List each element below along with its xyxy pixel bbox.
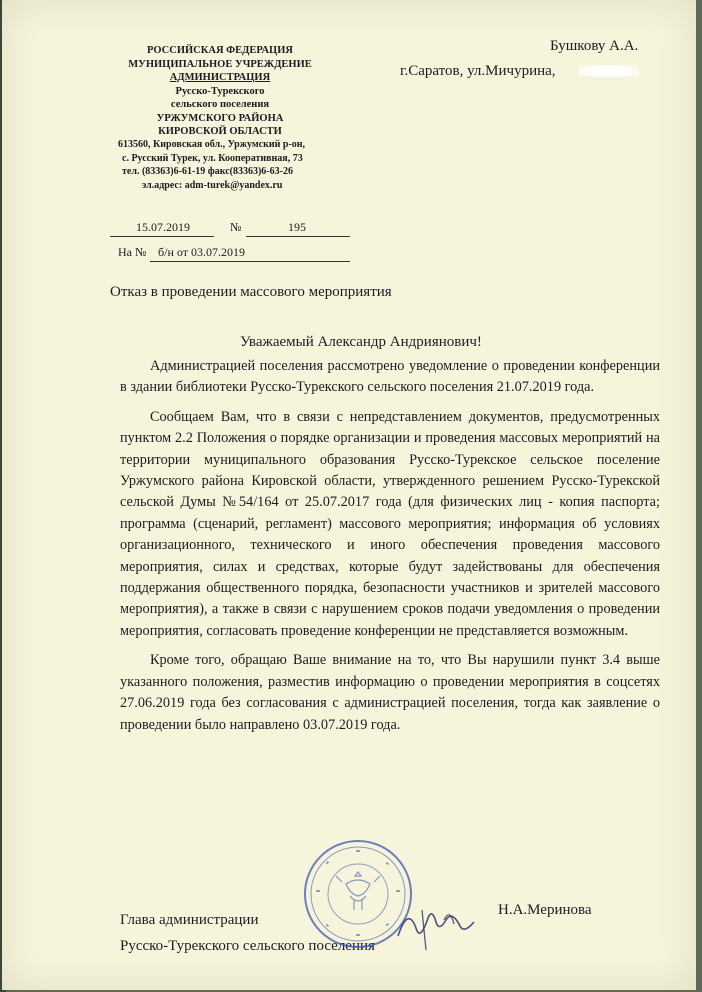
number-underline (246, 236, 350, 237)
paragraph-3: Кроме того, обращаю Ваше внимание на то, что Вы нарушили пункт 3.4 выше указанного положения, разместив информацию о проведении мероприятия в соцсетях 27.06.2019 года без согласования с администрацией поселения, тогда как заявление о проведении было направлено 03.07.2019 года. (120, 652, 660, 733)
redacted-area (579, 65, 639, 77)
letterhead-address-2: с. Русский Турек, ул. Кооперативная, 73 (122, 152, 303, 164)
letterhead-country: РОССИЙСКАЯ ФЕДЕРАЦИЯ (147, 45, 293, 56)
letterhead-settlement: Русско-Турекского (175, 85, 265, 97)
letterhead-org: АДМИНИСТРАЦИЯ (169, 72, 271, 83)
paragraph-1: Администрацией поселения рассмотрено уведомление о проведении конференции в здании библиотеки Русско-Турекского сельского поселения 21.07.2019 года. (120, 358, 660, 396)
recipient-name: Бушкову А.А. (550, 38, 639, 54)
outgoing-date: 15.07.2019 (136, 220, 190, 234)
letterhead-region: КИРОВСКОЙ ОБЛАСТИ (158, 126, 282, 137)
number-label: № (230, 220, 242, 234)
ref-label: На № (118, 245, 147, 259)
subject: Отказ в проведении массового мероприятия (110, 284, 392, 300)
outgoing-number: 195 (288, 220, 306, 234)
recipient-address: г.Саратов, ул.Мичурина, (400, 63, 556, 79)
letterhead-email: эл.адрес: adm-turek@yandex.ru (142, 179, 283, 191)
document-page (2, 0, 696, 990)
ref-underline (150, 261, 350, 262)
handwritten-signature-icon (392, 890, 482, 960)
letterhead-district: УРЖУМСКОГО РАЙОНА (156, 112, 284, 124)
paragraph-2: Сообщаем Вам, что в связи с непредставлением документов, предусмотренных пунктом 2.2 Положения о порядке организации и проведения массовых мероприятий на территории муниципального образования Русско-Турекское сельское поселение Уржумского района Кировской области, утвержденного решением Русско-Турекской сельской Думы №54/164 от 25.07.2017 года (для физических лиц - копия паспорта; программа (сценарий, регламент) массового мероприятия; информация об условиях организационного, технического и иного обеспечения проведения массового мероприятия, силах и средствах, которые будут задействованы для обеспечения поддержания общественного порядка, безопасности участников и зрителей массового мероприятия), а также в связи с нарушением сроков подачи уведомления о проведении мероприятия, согласовать проведение конференции не представляется возможным. (120, 408, 660, 639)
signatory-title-1: Глава администрации (120, 912, 259, 928)
letter-body (120, 356, 660, 736)
letterhead-settlement-type: сельского поселения (170, 99, 270, 110)
ref-value: б/н от 03.07.2019 (158, 245, 245, 259)
letterhead-phone: тел. (83363)6-61-19 факс(83363)6-63-26 (122, 166, 293, 177)
letterhead (120, 44, 320, 139)
signatory-title-2: Русско-Турекского сельского поселения (120, 938, 375, 954)
salutation: Уважаемый Александр Андриянович! (240, 334, 482, 350)
signatory-name: Н.А.Меринова (498, 902, 592, 918)
date-underline (110, 236, 214, 237)
letterhead-address-1: 613560, Кировская обл., Уржумский р-он, (118, 139, 306, 150)
letterhead-org-type: МУНИЦИПАЛЬНОЕ УЧРЕЖДЕНИЕ (128, 58, 312, 70)
letterhead-contacts (118, 138, 305, 192)
